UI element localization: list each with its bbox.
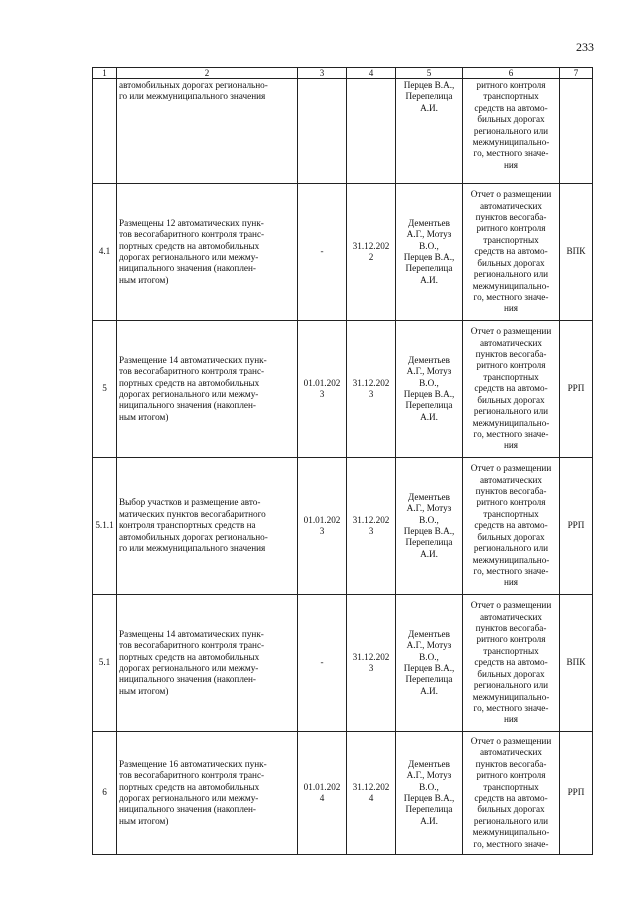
column-header: 5 [396,68,463,79]
start-date: 01.01.202 3 [298,458,347,595]
responsible: Дементьев А.Г., Мотуз В.О., Перцев В.А., Перепелица А.И. [396,321,463,458]
end-date: 31.12.202 3 [347,321,396,458]
result-document: Отчет о размещении автоматических пунктов весогаба- ритного контроля транспортных средств на автомо- бильных дорогах регионального или межмуниципально- го, местного значе- ния [463,184,560,321]
control-code: РРП [560,732,593,855]
activity-name: Выбор участков и размещение авто- матических пунктов весогабаритного контроля транспортных средств на автомобильных дорогах регионально- го или межмуниципального значения [117,458,298,595]
responsible: Дементьев А.Г., Мотуз В.О., Перцев В.А., Перепелица А.И. [396,184,463,321]
control-code: РРП [560,458,593,595]
column-header: 4 [347,68,396,79]
table-row [93,184,593,321]
start-date: 01.01.202 4 [298,732,347,855]
table-row [93,321,593,458]
end-date: 31.12.202 3 [347,595,396,732]
start-date: - [298,184,347,321]
column-header: 7 [560,68,593,79]
start-date [298,79,347,184]
result-document: Отчет о размещении автоматических пунктов весогаба- ритного контроля транспортных средств на автомо- бильных дорогах регионального или межмуниципально- го, местного значе- ния [463,458,560,595]
column-header: 1 [93,68,117,79]
row-number: 6 [93,732,117,855]
activity-name: Размещены 12 автоматических пунк- тов весогабаритного контроля транс- портных средств на автомобильных дорогах регионального или межму- ниципального значения (накоплен- ным итогом) [117,184,298,321]
end-date: 31.12.202 3 [347,458,396,595]
responsible: Перцев В.А., Перепелица А.И. [396,79,463,184]
control-code: ВПК [560,595,593,732]
activity-name: Размещены 14 автоматических пунк- тов весогабаритного контроля транс- портных средств на автомобильных дорогах регионального или межму- ниципального значения (накоплен- ным итогом) [117,595,298,732]
activity-name: Размещение 16 автоматических пунк- тов весогабаритного контроля транс- портных средств на автомобильных дорогах регионального или межму- ниципального значения (накоплен- ным итогом) [117,732,298,855]
column-header: 6 [463,68,560,79]
control-code: РРП [560,321,593,458]
plan-table [92,67,593,855]
responsible: Дементьев А.Г., Мотуз В.О., Перцев В.А., Перепелица А.И. [396,595,463,732]
row-number: 5.1 [93,595,117,732]
end-date [347,79,396,184]
activity-name: автомобильных дорогах регионально- го или межмуниципального значения [117,79,298,184]
column-header: 2 [117,68,298,79]
start-date: - [298,595,347,732]
table-row [93,458,593,595]
responsible: Дементьев А.Г., Мотуз В.О., Перцев В.А., Перепелица А.И. [396,732,463,855]
start-date: 01.01.202 3 [298,321,347,458]
row-number: 4.1 [93,184,117,321]
result-document: Отчет о размещении автоматических пунктов весогаба- ритного контроля транспортных средств на автомо- бильных дорогах регионального или межмуниципально- го, местного значе- ния [463,595,560,732]
activity-name: Размещение 14 автоматических пунк- тов весогабаритного контроля транс- портных средств на автомобильных дорогах регионального или межму- ниципального значения (накоплен- ным итогом) [117,321,298,458]
row-number [93,79,117,184]
responsible: Дементьев А.Г., Мотуз В.О., Перцев В.А., Перепелица А.И. [396,458,463,595]
column-header: 3 [298,68,347,79]
control-code: ВПК [560,184,593,321]
result-document: ритного контроля транспортных средств на автомо- бильных дорогах регионального или межмуниципально- го, местного значе- ния [463,79,560,184]
table-row-continued [93,79,593,184]
end-date: 31.12.202 4 [347,732,396,855]
table-row [93,732,593,855]
end-date: 31.12.202 2 [347,184,396,321]
result-document: Отчет о размещении автоматических пунктов весогаба- ритного контроля транспортных средств на автомо- бильных дорогах регионального или межмуниципально- го, местного значе- ния [463,321,560,458]
control-code [560,79,593,184]
page-number: 233 [576,40,594,54]
result-document: Отчет о размещении автоматических пунктов весогаба- ритного контроля транспортных средств на автомо- бильных дорогах регионального или межмуниципально- го, местного значе- [463,732,560,855]
row-number: 5 [93,321,117,458]
table-row [93,595,593,732]
row-number: 5.1.1 [93,458,117,595]
column-number-row [93,68,593,79]
